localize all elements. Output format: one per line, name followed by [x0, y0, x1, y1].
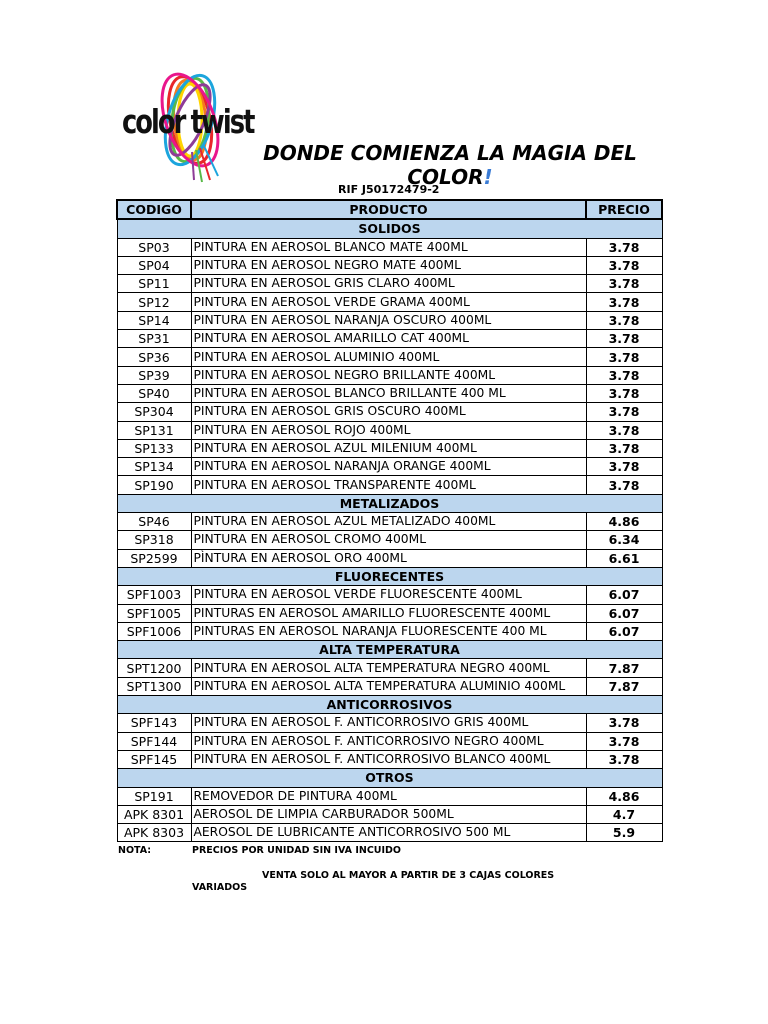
table-row: [117, 787, 662, 805]
table-row: [117, 238, 662, 256]
logo-wordmark: [122, 102, 253, 141]
product-name-cell: PINTURA EN AEROSOL ALTA TEMPERATURA ALUMINIO 400ML: [191, 677, 586, 695]
product-price-cell: 6.34: [586, 531, 662, 549]
product-name-cell: AEROSOL DE LUBRICANTE ANTICORROSIVO 500 ML: [191, 824, 586, 842]
section-title: ALTA TEMPERATURA: [117, 641, 662, 659]
page-headline: [254, 141, 646, 189]
table-header-row: [117, 200, 662, 219]
table-row: [117, 714, 662, 732]
product-name-cell: PINTURA EN AEROSOL GRIS CLARO 400ML: [191, 275, 586, 293]
product-price-cell: 3.78: [586, 330, 662, 348]
table-row: [117, 531, 662, 549]
rif-number: RIF J50172479-2: [338, 183, 440, 196]
price-table: [116, 199, 663, 842]
section-title: ANTICORROSIVOS: [117, 696, 662, 714]
table-row: [117, 275, 662, 293]
table-row: [117, 366, 662, 384]
column-header-precio: PRECIO: [586, 200, 662, 219]
table-row: [117, 330, 662, 348]
product-code-cell: SPF143: [117, 714, 191, 732]
product-code-cell: SP304: [117, 403, 191, 421]
section-title: FLUORECENTES: [117, 567, 662, 585]
product-price-cell: 4.86: [586, 513, 662, 531]
product-code-cell: SP134: [117, 458, 191, 476]
product-price-cell: 3.78: [586, 714, 662, 732]
product-code-cell: SP36: [117, 348, 191, 366]
product-code-cell: SP40: [117, 384, 191, 402]
table-row: [117, 677, 662, 695]
product-code-cell: SPF144: [117, 732, 191, 750]
logo-word-color: color: [122, 102, 185, 141]
section-header-row: [117, 641, 662, 659]
product-name-cell: PINTURA EN AEROSOL VERDE GRAMA 400ML: [191, 293, 586, 311]
section-title: OTROS: [117, 769, 662, 787]
product-price-cell: 3.78: [586, 366, 662, 384]
table-row: [117, 659, 662, 677]
product-code-cell: SP318: [117, 531, 191, 549]
section-header-row: [117, 567, 662, 585]
product-name-cell: PINTURA EN AEROSOL NARANJA ORANGE 400ML: [191, 458, 586, 476]
product-code-cell: SPT1300: [117, 677, 191, 695]
table-row: [117, 421, 662, 439]
product-price-cell: 3.78: [586, 384, 662, 402]
product-code-cell: SPF1003: [117, 586, 191, 604]
product-price-cell: 3.78: [586, 348, 662, 366]
product-code-cell: SP2599: [117, 549, 191, 567]
product-name-cell: AEROSOL DE LIMPIA CARBURADOR 500ML: [191, 805, 586, 823]
product-price-cell: 3.78: [586, 458, 662, 476]
product-name-cell: PINTURA EN AEROSOL VERDE FLUORESCENTE 400ML: [191, 586, 586, 604]
product-code-cell: SP11: [117, 275, 191, 293]
table-row: [117, 403, 662, 421]
section-title: SOLIDOS: [117, 219, 662, 238]
column-header-codigo: CODIGO: [117, 200, 191, 219]
product-code-cell: SP04: [117, 256, 191, 274]
product-name-cell: PINTURA EN AEROSOL ROJO 400ML: [191, 421, 586, 439]
product-name-cell: PINTURA EN AEROSOL F. ANTICORROSIVO GRIS 400ML: [191, 714, 586, 732]
table-row: [117, 256, 662, 274]
table-row: [117, 348, 662, 366]
product-name-cell: PINTURA EN AEROSOL F. ANTICORROSIVO NEGRO 400ML: [191, 732, 586, 750]
section-header-row: [117, 696, 662, 714]
product-price-cell: 3.78: [586, 275, 662, 293]
table-row: [117, 805, 662, 823]
product-price-cell: 7.87: [586, 659, 662, 677]
table-row: [117, 384, 662, 402]
product-price-cell: 6.07: [586, 586, 662, 604]
section-header-row: [117, 219, 662, 238]
table-row: [117, 732, 662, 750]
product-price-cell: 3.78: [586, 403, 662, 421]
section-header-row: [117, 769, 662, 787]
product-name-cell: PINTURA EN AEROSOL AZUL METALIZADO 400ML: [191, 513, 586, 531]
product-name-cell: PINTURAS EN AEROSOL NARANJA FLUORESCENTE 400 ML: [191, 622, 586, 640]
product-price-cell: 7.87: [586, 677, 662, 695]
product-code-cell: SP39: [117, 366, 191, 384]
product-name-cell: PINTURA EN AEROSOL NEGRO BRILLANTE 400ML: [191, 366, 586, 384]
product-price-cell: 3.78: [586, 476, 662, 494]
headline-text: DONDE COMIENZA LA MAGIA DEL COLOR: [263, 141, 637, 189]
section-title: METALIZADOS: [117, 494, 662, 512]
brand-logo: [118, 68, 258, 186]
table-row: [117, 622, 662, 640]
product-price-cell: 4.86: [586, 787, 662, 805]
note-wholesale-info: VENTA SOLO AL MAYOR A PARTIR DE 3 CAJAS COLORES: [262, 870, 555, 881]
product-name-cell: PINTURA EN AEROSOL BLANCO BRILLANTE 400 ML: [191, 384, 586, 402]
product-code-cell: SP31: [117, 330, 191, 348]
product-name-cell: PINTURA EN AEROSOL ALUMINIO 400ML: [191, 348, 586, 366]
product-name-cell: PINTURA EN AEROSOL F. ANTICORROSIVO BLANCO 400ML: [191, 750, 586, 768]
table-row: [117, 311, 662, 329]
product-code-cell: SPT1200: [117, 659, 191, 677]
product-name-cell: PINTURA EN AEROSOL NARANJA OSCURO 400ML: [191, 311, 586, 329]
product-price-cell: 3.78: [586, 293, 662, 311]
table-row: [117, 513, 662, 531]
product-name-cell: PÌNTURA EN AEROSOL ORO 400ML: [191, 549, 586, 567]
product-code-cell: SP191: [117, 787, 191, 805]
note-price-info: PRECIOS POR UNIDAD SIN IVA INCUIDO: [192, 845, 401, 856]
product-name-cell: PINTURA EN AEROSOL ALTA TEMPERATURA NEGRO 400ML: [191, 659, 586, 677]
table-row: [117, 458, 662, 476]
section-header-row: [117, 494, 662, 512]
product-code-cell: SP190: [117, 476, 191, 494]
product-code-cell: SP133: [117, 439, 191, 457]
product-name-cell: PINTURA EN AEROSOL AZUL MILENIUM 400ML: [191, 439, 586, 457]
product-name-cell: PINTURA EN AEROSOL TRANSPARENTE 400ML: [191, 476, 586, 494]
table-body: [117, 219, 662, 842]
product-price-cell: 6.07: [586, 604, 662, 622]
product-price-cell: 3.78: [586, 750, 662, 768]
product-code-cell: APK 8301: [117, 805, 191, 823]
product-name-cell: PINTURAS EN AEROSOL AMARILLO FLUORESCENTE 400ML: [191, 604, 586, 622]
headline-exclamation: !: [483, 165, 493, 189]
product-price-cell: 5.9: [586, 824, 662, 842]
product-name-cell: REMOVEDOR DE PINTURA 400ML: [191, 787, 586, 805]
product-price-cell: 6.07: [586, 622, 662, 640]
product-price-cell: 3.78: [586, 256, 662, 274]
note-wholesale-info-cont: VARIADOS: [192, 882, 248, 893]
product-name-cell: PINTURA EN AEROSOL GRIS OSCURO 400ML: [191, 403, 586, 421]
table-row: [117, 293, 662, 311]
note-label: NOTA:: [118, 845, 152, 856]
product-code-cell: SP12: [117, 293, 191, 311]
product-code-cell: SPF145: [117, 750, 191, 768]
product-name-cell: PINTURA EN AEROSOL AMARILLO CAT 400ML: [191, 330, 586, 348]
table-row: [117, 439, 662, 457]
product-price-cell: 3.78: [586, 311, 662, 329]
product-code-cell: SP131: [117, 421, 191, 439]
table-row: [117, 604, 662, 622]
product-price-cell: 3.78: [586, 732, 662, 750]
logo-word-twist: twist: [190, 102, 254, 141]
product-name-cell: PINTURA EN AEROSOL NEGRO MATE 400ML: [191, 256, 586, 274]
product-price-cell: 6.61: [586, 549, 662, 567]
table-row: [117, 476, 662, 494]
column-header-producto: PRODUCTO: [191, 200, 586, 219]
product-price-cell: 3.78: [586, 421, 662, 439]
product-price-cell: 4.7: [586, 805, 662, 823]
table-row: [117, 750, 662, 768]
product-code-cell: SPF1005: [117, 604, 191, 622]
product-price-cell: 3.78: [586, 439, 662, 457]
product-name-cell: PINTURA EN AEROSOL BLANCO MATE 400ML: [191, 238, 586, 256]
product-price-cell: 3.78: [586, 238, 662, 256]
table-row: [117, 586, 662, 604]
product-code-cell: SP14: [117, 311, 191, 329]
product-code-cell: SPF1006: [117, 622, 191, 640]
product-code-cell: SP46: [117, 513, 191, 531]
table-row: [117, 549, 662, 567]
table-row: [117, 824, 662, 842]
product-code-cell: APK 8303: [117, 824, 191, 842]
product-code-cell: SP03: [117, 238, 191, 256]
product-name-cell: PINTURA EN AEROSOL CROMO 400ML: [191, 531, 586, 549]
